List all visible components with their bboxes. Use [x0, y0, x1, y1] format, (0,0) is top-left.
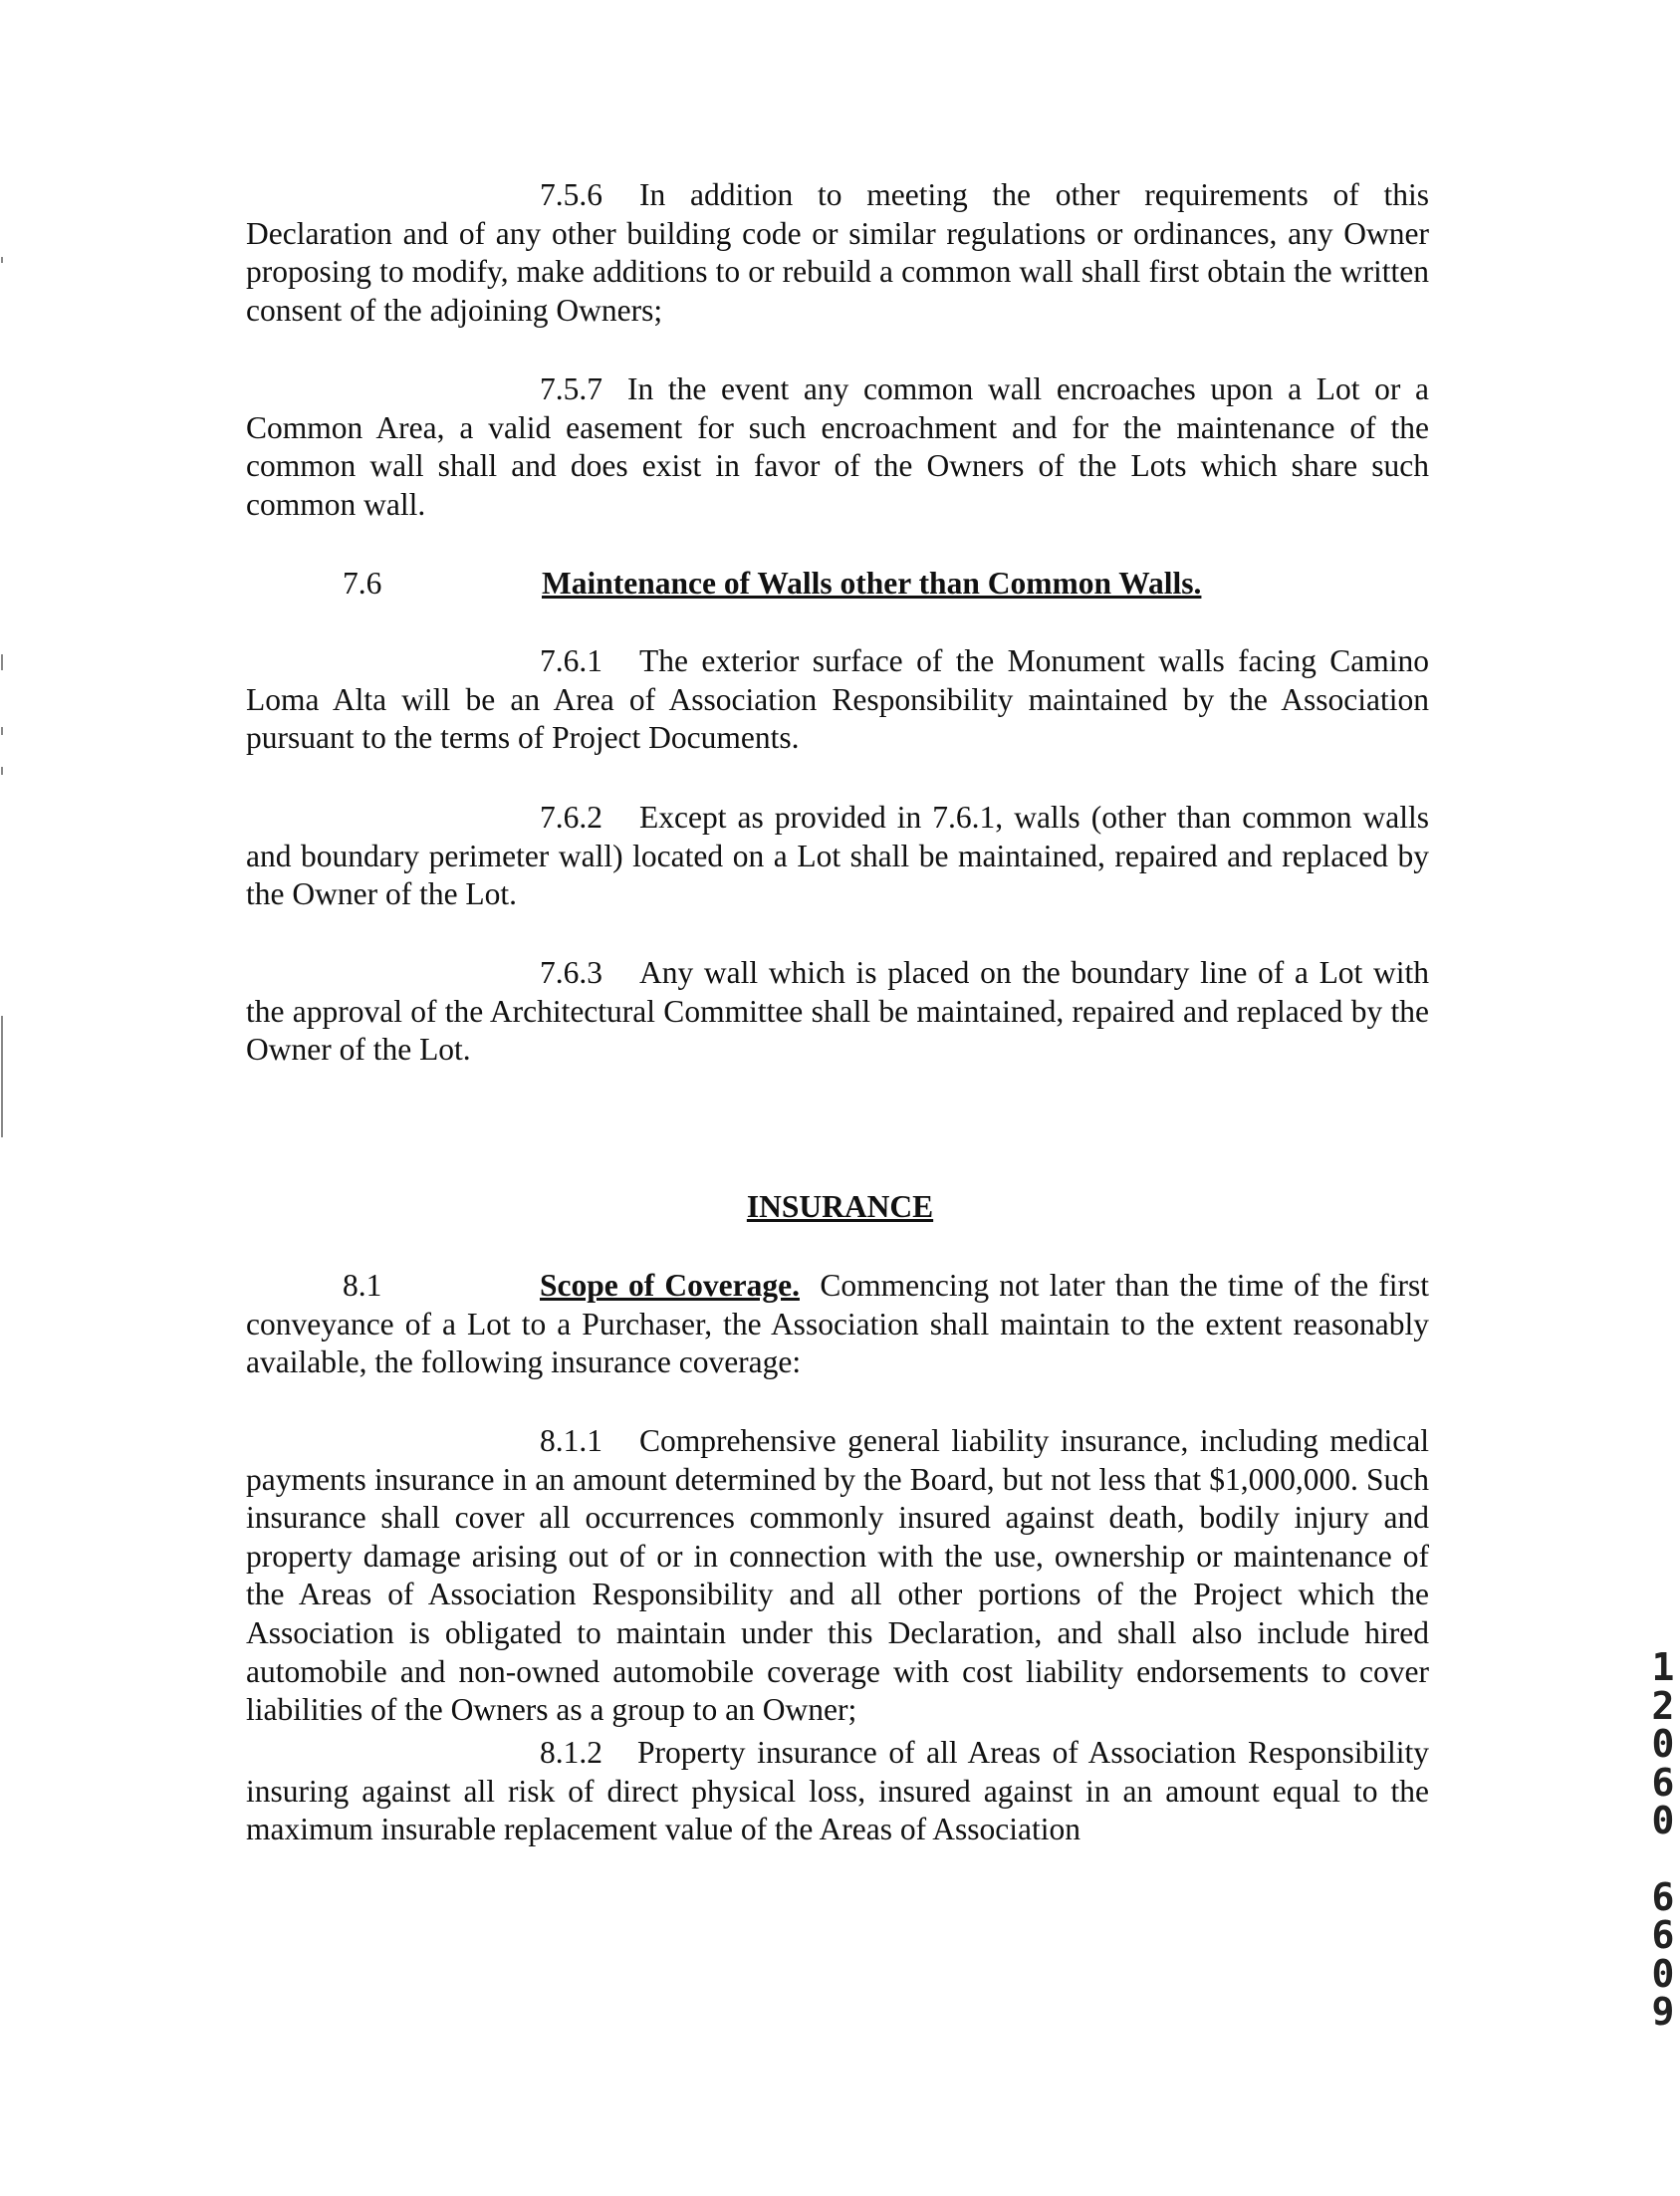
paragraph-text: The exterior surface of the Monument walls facing Camino Loma Alta will be an Area of Association Responsibility maintained by the Association pursuant to the terms of Project Documents.	[246, 643, 1429, 756]
section-title: Scope of Coverage.	[540, 1268, 800, 1303]
recording-digit: 6	[1651, 1760, 1675, 1805]
paragraph-text: In addition to meeting the other requirements of this Declaration and of any other building code or similar regulations or ordinances, any Owner proposing to modify, make additions to or rebuild a common wall shall first obtain the written consent of the adjoining Owners;	[246, 177, 1429, 328]
scan-mark	[1, 767, 3, 775]
paragraph-number: 8.1.1	[540, 1423, 602, 1458]
recording-digit: 0	[1651, 1722, 1675, 1766]
section-number: 8.1	[343, 1268, 382, 1303]
recording-digit: 0	[1651, 1799, 1675, 1842]
paragraph-number: 7.6.1	[540, 643, 602, 678]
paragraph-text: Property insurance of all Areas of Association Responsibility insuring against all risk of direct physical loss, insured against in an amount equal to the maximum insurable replacement value of the Areas of Association	[246, 1735, 1429, 1847]
paragraph-8-1-1	[246, 1422, 1429, 1730]
scan-mark	[1, 1016, 3, 1137]
article-subtitle-text: INSURANCE	[746, 1189, 934, 1224]
recording-digit: 0	[1651, 1951, 1675, 1996]
section-title: Maintenance of Walls other than Common Walls.	[542, 566, 1202, 601]
paragraph-text: Comprehensive general liability insurance, including medical payments insurance in an amount determined by the Board, but not less that $1,000,000. Such insurance shall cover all occurrences commonly insured against death, bodily injury and property damage arising out of or in connection with the use, ownership or maintenance of the Areas of Association Responsibility and all other portions of the Project which the Association is obligated to maintain under this Declaration, and shall also include hired automobile and non-owned automobile coverage with cost liability endorsements to cover liabilities of the Owners as a group to an Owner;	[246, 1423, 1429, 1728]
paragraph-number: 8.1.2	[540, 1735, 602, 1770]
recording-number	[1646, 1645, 1680, 2034]
recording-digit: 9	[1651, 1990, 1675, 2034]
paragraph-7-6-1	[246, 642, 1429, 758]
recording-digit: 2	[1651, 1683, 1675, 1728]
recording-digit: 6	[1651, 1874, 1675, 1919]
paragraph-7-5-6	[246, 176, 1429, 330]
paragraph-8-1-2	[246, 1734, 1429, 1849]
section-heading-7-6	[343, 565, 1201, 604]
paragraph-7-5-7	[246, 370, 1429, 524]
paragraph-number: 7.5.7	[540, 371, 602, 406]
paragraph-text: Except as provided in 7.6.1, walls (other than common walls and boundary perimeter wall) located on a Lot shall be maintained, repaired and replaced by the Owner of the Lot.	[246, 800, 1429, 912]
scan-mark	[1, 727, 3, 735]
scan-mark	[1, 654, 3, 670]
paragraph-8-1	[246, 1267, 1429, 1382]
paragraph-text: In the event any common wall encroaches upon a Lot or a Common Area, a valid easement for such encroachment and for the maintenance of the common wall shall and does exist in favor of the Owners of the Lots which share such common wall.	[246, 371, 1429, 522]
scan-mark	[1, 257, 3, 263]
paragraph-7-6-3	[246, 954, 1429, 1070]
paragraph-number: 7.6.2	[540, 800, 602, 835]
paragraph-number: 7.5.6	[540, 177, 602, 212]
section-number: 7.6	[343, 566, 382, 601]
recording-digit: 1	[1651, 1645, 1675, 1689]
recording-digit: 6	[1651, 1913, 1675, 1957]
paragraph-text: Any wall which is placed on the boundary line of a Lot with the approval of the Architectural Committee shall be maintained, repaired and replaced by the Owner of the Lot.	[246, 955, 1429, 1068]
paragraph-number: 7.6.3	[540, 955, 602, 990]
article-subtitle	[0, 1188, 1680, 1227]
paragraph-text: Commencing not later than the time of the first conveyance of a Lot to a Purchaser, the Association shall maintain to the extent reasonably available, the following insurance coverage:	[246, 1268, 1429, 1380]
paragraph-7-6-2	[246, 799, 1429, 914]
